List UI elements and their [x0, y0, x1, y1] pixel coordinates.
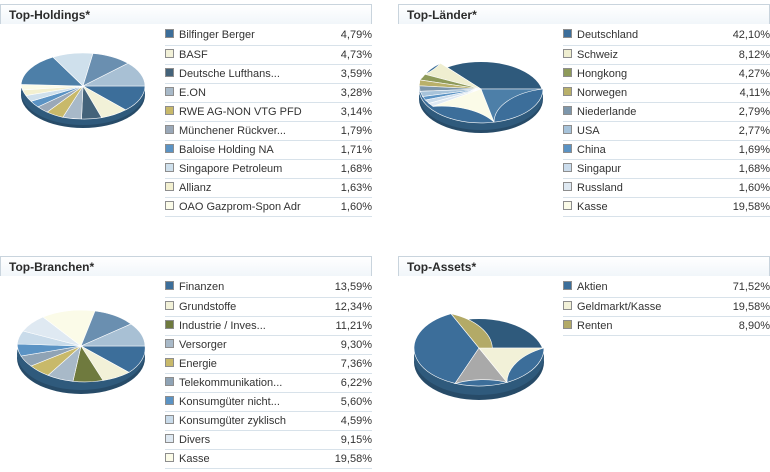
panel-body-top-laender	[398, 24, 770, 217]
legend-row	[165, 449, 372, 468]
legend-swatch	[165, 182, 174, 191]
pie-chart-top-assets	[398, 276, 563, 416]
legend-row	[165, 178, 372, 197]
legend-swatch-cell	[165, 102, 179, 121]
legend-value: 4,73%	[324, 45, 372, 64]
legend-row	[563, 297, 770, 316]
legend-value: 2,77%	[722, 121, 770, 140]
legend-swatch-cell	[563, 297, 577, 316]
legend-swatch-cell	[165, 316, 179, 335]
legend-value: 5,60%	[324, 392, 372, 411]
legend-table	[165, 26, 372, 217]
legend-value: 4,27%	[722, 64, 770, 83]
pie-svg	[401, 34, 561, 154]
panel-title-top-holdings	[0, 4, 372, 24]
legend-value: 11,21%	[324, 316, 372, 335]
legend-swatch-cell	[165, 278, 179, 297]
legend-row	[563, 64, 770, 83]
legend-label: Norwegen	[577, 83, 722, 102]
legend-swatch-cell	[165, 121, 179, 140]
legend-label: Deutsche Lufthans...	[179, 64, 324, 83]
legend-row	[165, 102, 372, 121]
legend-swatch	[165, 201, 174, 210]
legend-label: Energie	[179, 354, 324, 373]
legend-swatch	[563, 125, 572, 134]
legend-row	[165, 45, 372, 64]
legend-swatch-cell	[563, 140, 577, 159]
legend-label: Versorger	[179, 335, 324, 354]
legend-swatch	[165, 49, 174, 58]
legend-top-assets	[563, 276, 770, 336]
legend-row	[165, 392, 372, 411]
legend-swatch-cell	[563, 197, 577, 216]
panel-body-top-assets	[398, 276, 770, 416]
legend-swatch	[165, 163, 174, 172]
legend-swatch	[165, 106, 174, 115]
legend-swatch-cell	[563, 83, 577, 102]
legend-value: 42,10%	[722, 26, 770, 45]
legend-value: 3,28%	[324, 83, 372, 102]
legend-swatch	[165, 339, 174, 348]
legend-swatch-cell	[165, 140, 179, 159]
legend-label: E.ON	[179, 83, 324, 102]
legend-table	[563, 26, 770, 217]
legend-swatch-cell	[165, 197, 179, 216]
legend-row	[165, 197, 372, 216]
legend-label: Renten	[577, 316, 722, 335]
legend-swatch-cell	[165, 354, 179, 373]
legend-row	[563, 102, 770, 121]
legend-swatch	[563, 301, 572, 310]
legend-swatch	[165, 68, 174, 77]
legend-swatch	[563, 68, 572, 77]
legend-swatch	[165, 320, 174, 329]
legend-value: 1,60%	[324, 197, 372, 216]
legend-swatch	[563, 163, 572, 172]
pie-chart-top-holdings	[0, 24, 165, 144]
legend-swatch-cell	[563, 45, 577, 64]
legend-label: Geldmarkt/Kasse	[577, 297, 722, 316]
legend-value: 1,69%	[722, 140, 770, 159]
legend-swatch	[563, 29, 572, 38]
legend-swatch	[563, 182, 572, 191]
legend-swatch-cell	[563, 178, 577, 197]
legend-swatch-cell	[165, 449, 179, 468]
legend-swatch-cell	[563, 64, 577, 83]
legend-value: 8,12%	[722, 45, 770, 64]
legend-swatch-cell	[165, 392, 179, 411]
legend-table	[563, 278, 770, 336]
panel-title-top-assets	[398, 256, 770, 276]
legend-swatch-cell	[165, 430, 179, 449]
legend-value: 3,14%	[324, 102, 372, 121]
legend-swatch-cell	[165, 178, 179, 197]
legend-label: Baloise Holding NA	[179, 140, 324, 159]
legend-row	[563, 197, 770, 216]
legend-value: 4,11%	[722, 83, 770, 102]
legend-label: Finanzen	[179, 278, 324, 297]
legend-label: China	[577, 140, 722, 159]
legend-label: Deutschland	[577, 26, 722, 45]
pie-svg	[401, 286, 561, 416]
legend-value: 4,59%	[324, 411, 372, 430]
legend-label: Telekommunikation...	[179, 373, 324, 392]
pie-canvas	[401, 34, 561, 154]
legend-row	[563, 83, 770, 102]
legend-swatch-cell	[563, 102, 577, 121]
legend-value: 1,71%	[324, 140, 372, 159]
legend-swatch	[563, 144, 572, 153]
legend-swatch-cell	[165, 26, 179, 45]
pie-chart-top-branchen	[0, 276, 165, 416]
panel-title-top-laender	[398, 4, 770, 24]
legend-row	[563, 140, 770, 159]
pie-canvas	[3, 34, 163, 144]
legend-row	[563, 45, 770, 64]
legend-swatch-cell	[165, 83, 179, 102]
legend-label: Industrie / Inves...	[179, 316, 324, 335]
legend-row	[563, 178, 770, 197]
legend-swatch-cell	[165, 411, 179, 430]
legend-label: Singapore Petroleum	[179, 159, 324, 178]
legend-swatch	[563, 87, 572, 96]
legend-value: 2,79%	[722, 102, 770, 121]
legend-label: Russland	[577, 178, 722, 197]
legend-top-laender	[563, 24, 770, 217]
legend-swatch	[165, 125, 174, 134]
legend-swatch	[165, 281, 174, 290]
legend-value: 1,79%	[324, 121, 372, 140]
legend-swatch	[165, 29, 174, 38]
panel-body-top-holdings	[0, 24, 372, 217]
legend-label: OAO Gazprom-Spon Adr	[179, 197, 324, 216]
pie-canvas	[3, 286, 163, 416]
legend-label: Münchener Rückver...	[179, 121, 324, 140]
legend-label: Divers	[179, 430, 324, 449]
legend-row	[165, 83, 372, 102]
legend-value: 6,22%	[324, 373, 372, 392]
legend-label: RWE AG-NON VTG PFD	[179, 102, 324, 121]
panel-body-top-branchen	[0, 276, 372, 469]
panel-title-text: Top-Länder*	[407, 8, 477, 22]
pie-svg	[3, 286, 163, 416]
legend-top-branchen	[165, 276, 372, 469]
legend-value: 13,59%	[324, 278, 372, 297]
legend-swatch	[563, 320, 572, 329]
legend-swatch	[563, 106, 572, 115]
legend-label: Grundstoffe	[179, 297, 324, 316]
legend-swatch	[165, 434, 174, 443]
panel-title-text: Top-Holdings*	[9, 8, 91, 22]
legend-swatch-cell	[563, 26, 577, 45]
legend-value: 7,36%	[324, 354, 372, 373]
legend-swatch	[563, 201, 572, 210]
legend-row	[165, 373, 372, 392]
legend-value: 4,79%	[324, 26, 372, 45]
legend-row	[563, 121, 770, 140]
legend-row	[165, 316, 372, 335]
legend-value: 9,30%	[324, 335, 372, 354]
legend-row	[165, 278, 372, 297]
legend-swatch	[165, 87, 174, 96]
legend-value: 1,60%	[722, 178, 770, 197]
legend-label: Konsumgüter nicht...	[179, 392, 324, 411]
legend-value: 9,15%	[324, 430, 372, 449]
legend-swatch-cell	[165, 373, 179, 392]
legend-label: Niederlande	[577, 102, 722, 121]
legend-swatch-cell	[165, 45, 179, 64]
legend-label: Schweiz	[577, 45, 722, 64]
legend-swatch	[165, 301, 174, 310]
legend-swatch	[165, 415, 174, 424]
legend-label: BASF	[179, 45, 324, 64]
legend-row	[563, 316, 770, 335]
pie-chart-top-laender	[398, 24, 563, 154]
legend-value: 71,52%	[722, 278, 770, 297]
legend-swatch	[563, 281, 572, 290]
legend-row	[165, 26, 372, 45]
legend-value: 3,59%	[324, 64, 372, 83]
panel-title-text: Top-Assets*	[407, 260, 477, 274]
legend-swatch	[165, 453, 174, 462]
legend-label: Kasse	[577, 197, 722, 216]
legend-table	[165, 278, 372, 469]
legend-value: 1,68%	[722, 159, 770, 178]
legend-swatch	[563, 49, 572, 58]
legend-row	[165, 354, 372, 373]
legend-swatch	[165, 358, 174, 367]
legend-label: Hongkong	[577, 64, 722, 83]
legend-value: 1,63%	[324, 178, 372, 197]
legend-value: 12,34%	[324, 297, 372, 316]
legend-swatch-cell	[165, 64, 179, 83]
legend-row	[165, 297, 372, 316]
legend-row	[563, 278, 770, 297]
legend-label: Konsumgüter zyklisch	[179, 411, 324, 430]
panel-top-holdings	[0, 4, 372, 217]
legend-label: Bilfinger Berger	[179, 26, 324, 45]
pie-canvas	[401, 286, 561, 416]
legend-swatch-cell	[563, 159, 577, 178]
legend-swatch-cell	[165, 335, 179, 354]
legend-label: Allianz	[179, 178, 324, 197]
legend-row	[165, 430, 372, 449]
legend-row	[165, 335, 372, 354]
legend-value: 8,90%	[722, 316, 770, 335]
legend-swatch-cell	[165, 297, 179, 316]
legend-swatch	[165, 377, 174, 386]
panel-title-top-branchen	[0, 256, 372, 276]
legend-label: USA	[577, 121, 722, 140]
legend-row	[165, 121, 372, 140]
legend-row	[165, 159, 372, 178]
legend-row	[563, 26, 770, 45]
panel-top-laender	[398, 4, 770, 217]
legend-value: 19,58%	[324, 449, 372, 468]
legend-swatch-cell	[165, 159, 179, 178]
legend-label: Kasse	[179, 449, 324, 468]
legend-row	[563, 159, 770, 178]
legend-label: Aktien	[577, 278, 722, 297]
legend-label: Singapur	[577, 159, 722, 178]
legend-swatch-cell	[563, 121, 577, 140]
legend-top-holdings	[165, 24, 372, 217]
legend-row	[165, 64, 372, 83]
legend-swatch	[165, 396, 174, 405]
legend-row	[165, 140, 372, 159]
panel-title-text: Top-Branchen*	[9, 260, 95, 274]
panel-top-branchen	[0, 256, 372, 469]
legend-swatch	[165, 144, 174, 153]
panel-top-assets	[398, 256, 770, 416]
legend-row	[165, 411, 372, 430]
legend-swatch-cell	[563, 278, 577, 297]
legend-value: 19,58%	[722, 297, 770, 316]
legend-value: 19,58%	[722, 197, 770, 216]
legend-value: 1,68%	[324, 159, 372, 178]
pie-svg	[3, 34, 163, 144]
legend-swatch-cell	[563, 316, 577, 335]
